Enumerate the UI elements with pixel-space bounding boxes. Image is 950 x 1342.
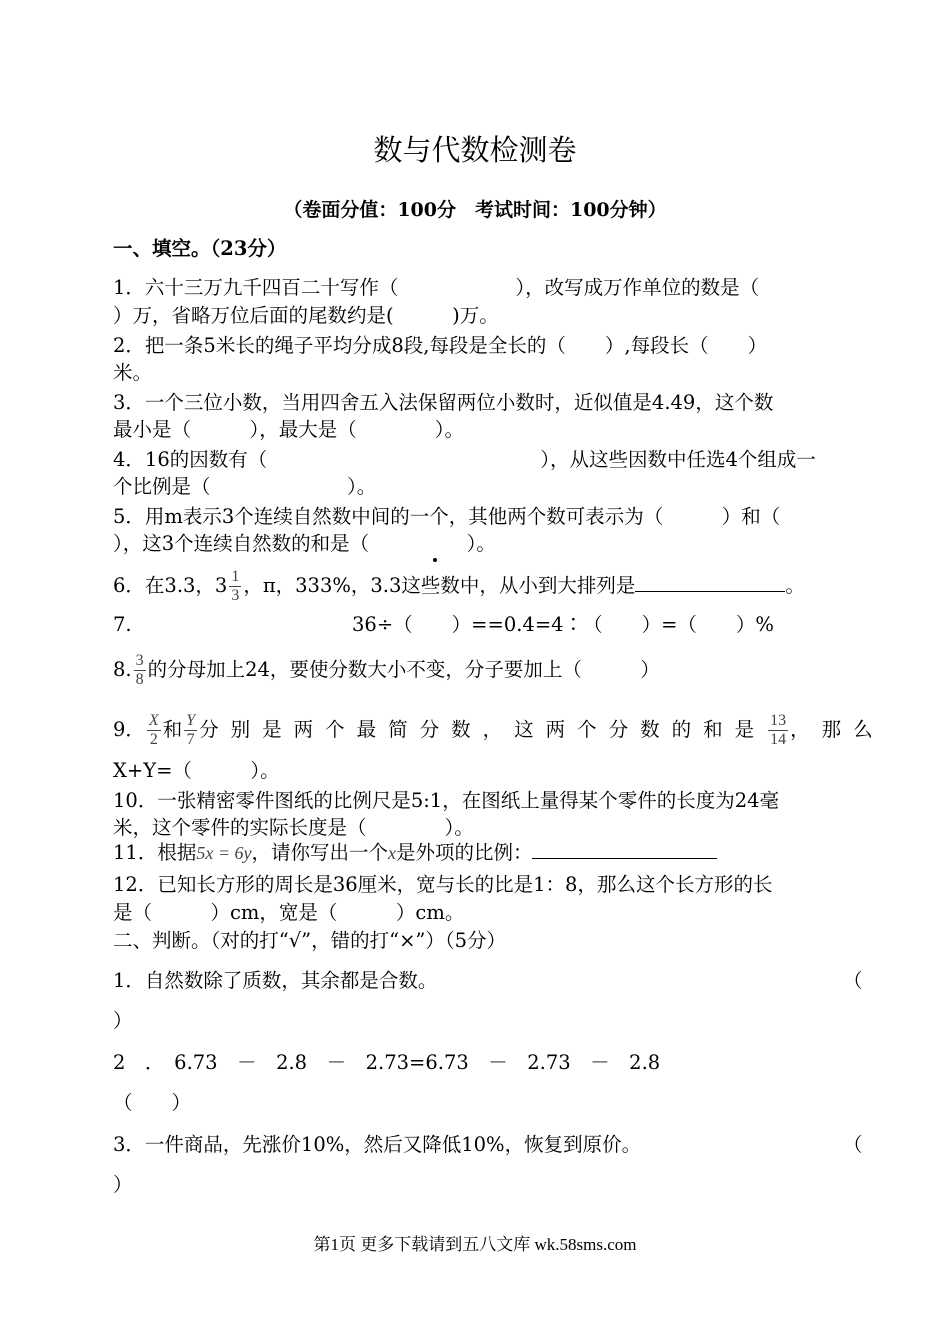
question-12-line-2: 是（ ）cm，宽是（ ）cm。 [113, 901, 465, 924]
question-9-line-2: X+Y=（ ）。 [113, 759, 280, 782]
question-6 [113, 568, 805, 605]
question-8 [113, 652, 660, 689]
judge-3-paren-close: ） [113, 1173, 133, 1196]
question-12-line-1: 12．已知长方形的周长是36厘米，宽与长的比是1：8，那么这个长方形的长 [113, 873, 773, 896]
judge-1-paren-close: ） [113, 1009, 133, 1032]
question-6-text: ，π，333%，3.3这些数中，从小到大排列是 [243, 574, 636, 597]
exam-info: （卷面分值：100分 考试时间：100分钟） [283, 199, 667, 221]
fraction-one-third: $\frac{1}{3}$ [231, 568, 240, 604]
question-11-prefix: 11．根据 [113, 841, 197, 864]
question-11-text-end: 是外项的比例： [395, 841, 533, 864]
question-9-end: ，那么 [790, 718, 885, 741]
question-3-line-1: 3．一个三位小数，当用四舍五入法保留两位小数时，近似值是4.49，这个数 [113, 391, 774, 414]
page-title: 数与代数检测卷 [373, 133, 577, 167]
question-7-number: 7. [113, 613, 132, 636]
question-6-end: 。 [785, 574, 805, 597]
question-7-text: 36÷（ ）==0.4=4∶（ ）=（ ）% [352, 613, 774, 636]
fraction-three-eighths: $\frac{3}{8}$ [135, 652, 144, 688]
question-1-line-1: 1．六十三万九千四百二十写作（ ），改写成万作单位的数是（ [113, 276, 760, 299]
question-11 [113, 840, 717, 866]
question-8-prefix: 8. [113, 658, 132, 681]
judge-1: 1．自然数除了质数，其余都是合数。 [113, 969, 438, 992]
variable-x: x [387, 843, 396, 863]
question-10-line-2: 米，这个零件的实际长度是（ ）。 [113, 816, 474, 839]
answer-blank [635, 573, 785, 592]
equation: 5x = 6y [196, 843, 252, 863]
question-1-line-2: ）万，省略万位后面的尾数约是( )万。 [113, 304, 499, 327]
fraction-thirteen-fourteenths: $\frac{13}{14}$ [770, 712, 787, 748]
question-5-line-1: 5．用m表示3个连续自然数中间的一个，其他两个数可表示为（ ）和（ [113, 505, 781, 528]
question-9-and: 和 [162, 718, 183, 741]
judge-3: 3．一件商品，先涨价10%，然后又降低10%，恢复到原价。 [113, 1133, 642, 1156]
question-2-line-1: 2．把一条5米长的绳子平均分成8段,每段是全长的（ ）,每段长（ ） [113, 334, 768, 357]
question-11-text: ，请你写出一个 [251, 841, 388, 864]
question-10-line-1: 10．一张精密零件图纸的比例尺是5:1，在图纸上量得某个零件的长度为24毫 [113, 789, 780, 812]
question-9-prefix: 9． [113, 718, 145, 741]
question-4-line-1: 4．16的因数有（ ），从这些因数中任选4个组成一 [113, 448, 816, 471]
question-4-line-2: 个比例是（ ）。 [113, 475, 377, 498]
repeating-decimal-dot [433, 558, 437, 562]
section-true-false: 二、判断。（对的打“√”，错的打“×”）（5分） [113, 929, 507, 952]
question-9-line-1 [113, 712, 885, 749]
judge-1-paren-open: （ [843, 969, 863, 992]
fraction-x-half: $\frac{X}{2}$ [148, 712, 159, 748]
question-3-line-2: 最小是（ ），最大是（ ）。 [113, 418, 465, 441]
section-fill-blank: 一、填空。（23分） [113, 237, 287, 260]
question-6-prefix: 6．在3.3，3 [113, 574, 228, 597]
judge-2-paren: （ ） [113, 1091, 192, 1114]
fraction-y-seventh: $\frac{Y}{7}$ [186, 712, 196, 748]
judge-2: 2 ． 6.73 － 2.8 － 2.73=6.73 － 2.73 － 2.8 [113, 1051, 661, 1074]
judge-3-paren-open: （ [843, 1133, 863, 1156]
page-footer: 第1页 更多下载请到五八文库 wk.58sms.com [313, 1235, 637, 1254]
answer-blank [532, 840, 717, 859]
question-2-line-2: 米。 [113, 361, 153, 384]
question-5-line-2: ），这3个连续自然数的和是（ ）。 [113, 532, 496, 555]
question-8-text: 的分母加上24，要使分数大小不变，分子要加上（ ） [147, 658, 660, 681]
question-9-text: 分别是两个最简分数，这两个分数的和是 [199, 718, 767, 741]
